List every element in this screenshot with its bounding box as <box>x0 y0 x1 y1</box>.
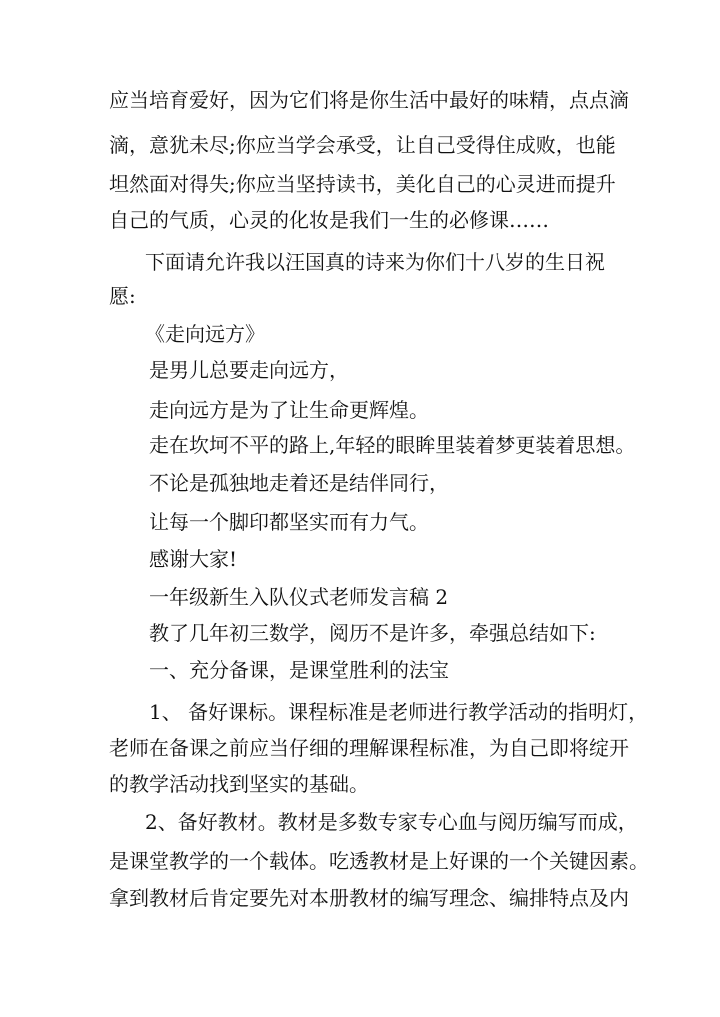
paragraph-line: 教了几年初三数学，阅历不是许多，牵强总结如下: <box>149 621 596 645</box>
paragraph-line: 下面请允许我以汪国真的诗来为你们十八岁的生日祝 <box>145 250 605 274</box>
paragraph-line: 坦然面对得失;你应当坚持读书，美化自己的心灵进而提升 <box>109 172 616 196</box>
poem-title: 《走向远方》 <box>145 322 265 346</box>
paragraph-line: 愿: <box>109 284 136 308</box>
paragraph-line: 的教学活动找到坚实的基础。 <box>109 772 369 796</box>
heading-line: 一、充分备课，是课堂胜利的法宝 <box>149 658 449 682</box>
paragraph-line: 滴，意犹未尽;你应当学会承受，让自己受得住成败，也能 <box>109 133 616 157</box>
poem-line: 走向远方是为了让生命更辉煌。 <box>149 398 429 422</box>
section-title: 一年级新生入队仪式老师发言稿 2 <box>149 585 449 609</box>
paragraph-line: 老师在备课之前应当仔细的理解课程标准，为自己即将绽开 <box>109 736 629 760</box>
paragraph-line: 是课堂教学的一个载体。吃透教材是上好课的一个关键因素。 <box>109 849 649 873</box>
paragraph-line: 自己的气质，心灵的化妆是我们一生的必修课…… <box>109 208 549 232</box>
paragraph-line: 应当培育爱好，因为它们将是你生活中最好的味精，点点滴 <box>109 88 629 112</box>
poem-line: 不论是孤独地走着还是结伴同行， <box>149 471 449 495</box>
poem-line: 走在坎坷不平的路上,年轻的眼眸里装着梦更装着思想。 <box>149 433 636 457</box>
paragraph-line: 拿到教材后肯定要先对本册教材的编写理念、编排特点及内 <box>109 886 629 910</box>
poem-line: 让每一个脚印都坚实而有力气。 <box>149 510 429 534</box>
paragraph-line: 2、备好教材。教材是多数专家专心血与阅历编写而成， <box>145 810 638 834</box>
poem-line: 是男儿总要走向远方， <box>149 358 349 382</box>
closing-line: 感谢大家! <box>149 547 238 571</box>
paragraph-line: 1、 备好课标。课程标准是老师进行教学活动的指明灯， <box>149 700 649 724</box>
